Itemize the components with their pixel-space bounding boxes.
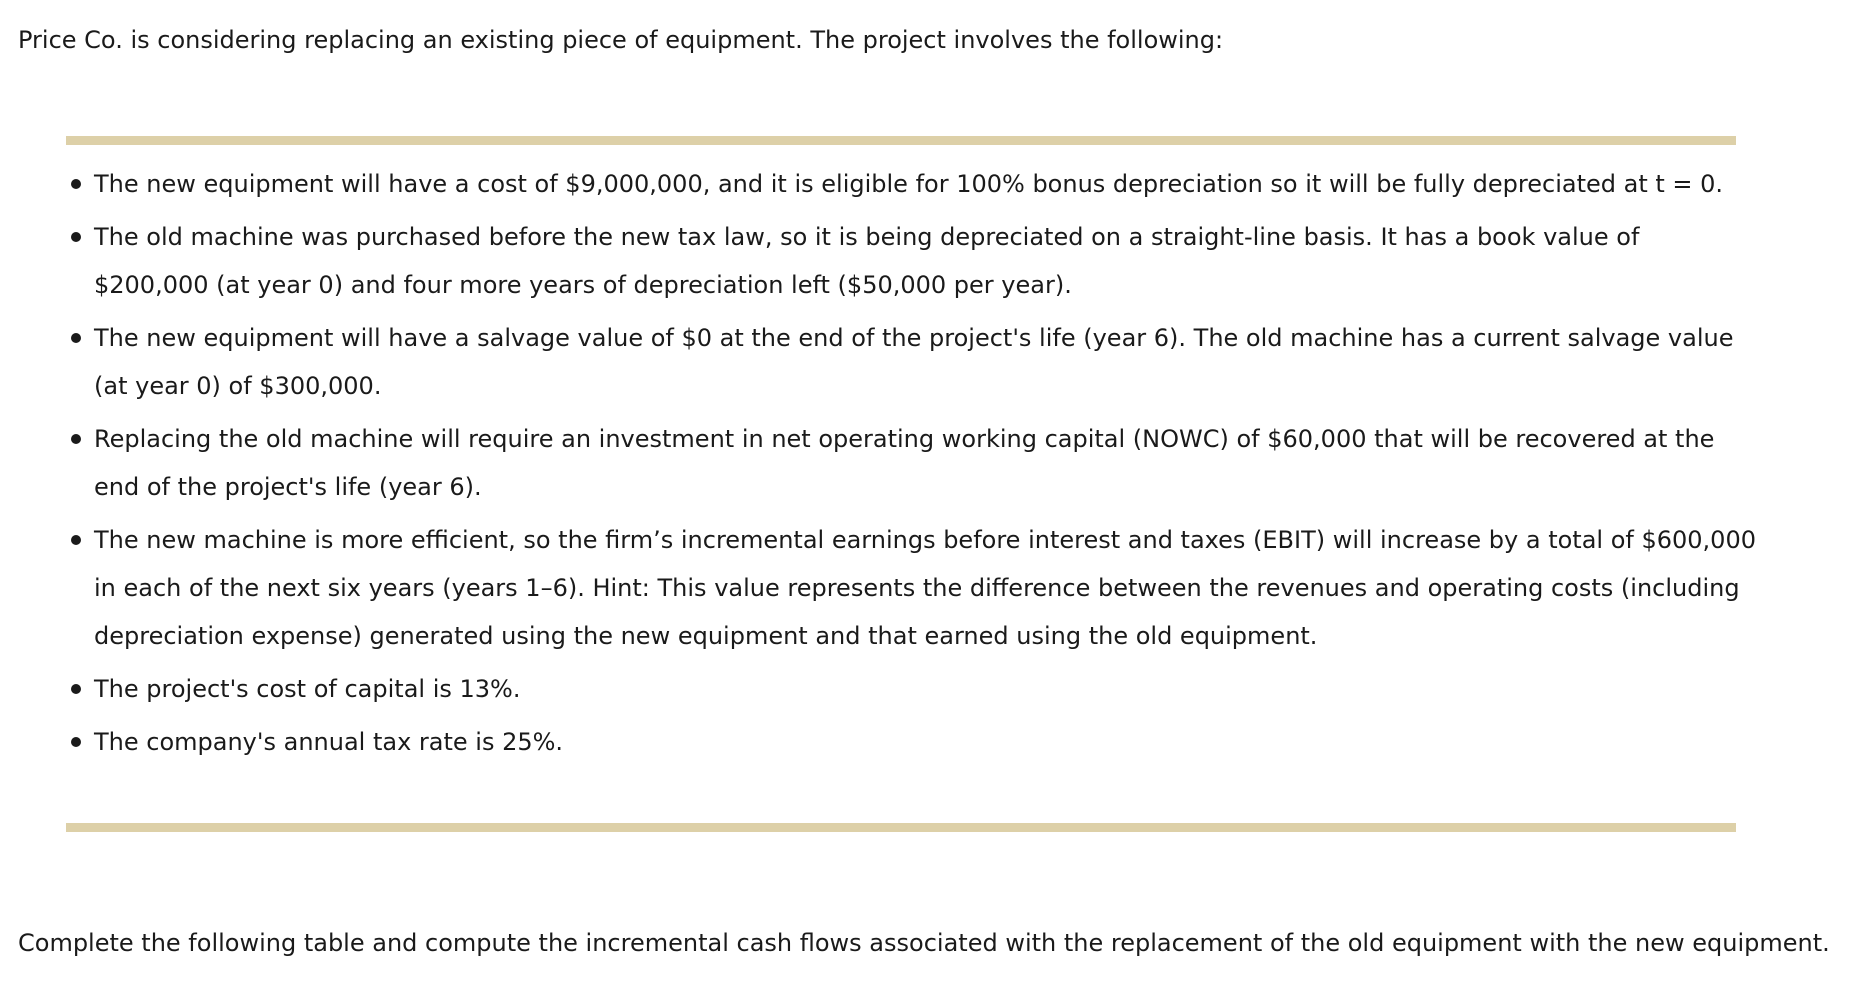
bullet-icon [71, 684, 81, 694]
bullet-icon [71, 434, 81, 444]
bullet-icon [71, 737, 81, 747]
list-item-text: The new machine is more efficient, so the firm’s incremental earnings before interest and taxes (EBIT) will increase by a total of $600,000 in each of the next six years (years 1–6). Hint: This value represents the difference between the revenues and operating costs (including depreciation expense) generated using the new equipment and that earned using the old equipment. [94, 526, 1756, 650]
top-divider [66, 136, 1736, 145]
list-item-text: The new equipment will have a salvage value of $0 at the end of the project's life (year 6). The old machine has a current salvage value (at year 0) of $300,000. [94, 324, 1734, 400]
bullet-icon [71, 179, 81, 189]
list-item-old-machine [66, 213, 1756, 309]
list-item-nowc [66, 415, 1756, 511]
list-item-tax-rate [66, 718, 1756, 766]
list-item-ebit [66, 516, 1756, 660]
list-item-text: The old machine was purchased before the new tax law, so it is being depreciated on a straight-line basis. It has a book value of $200,000 (at year 0) and four more years of depreciation left ($50,000 per year). [94, 223, 1640, 299]
list-item-salvage-value [66, 314, 1756, 410]
bullet-icon [71, 333, 81, 343]
intro-text: Price Co. is considering replacing an existing piece of equipment. The project involves the following: [18, 26, 1224, 54]
list-item-text: The project's cost of capital is 13%. [94, 675, 521, 703]
list-item-equipment-cost [66, 160, 1756, 208]
assumptions-list [66, 160, 1756, 771]
instruction-text: Complete the following table and compute the incremental cash flows associated with the replacement of the old equipment with the new equipment. [18, 929, 1830, 957]
bullet-icon [71, 232, 81, 242]
list-item-cost-of-capital [66, 665, 1756, 713]
list-item-text: Replacing the old machine will require an investment in net operating working capital (NOWC) of $60,000 that will be recovered at the end of the project's life (year 6). [94, 425, 1715, 501]
bottom-divider [66, 823, 1736, 832]
bullet-icon [71, 535, 81, 545]
list-item-text: The company's annual tax rate is 25%. [94, 728, 564, 756]
list-item-text: The new equipment will have a cost of $9,000,000, and it is eligible for 100% bonus depreciation so it will be fully depreciated at t = 0. [94, 170, 1724, 198]
